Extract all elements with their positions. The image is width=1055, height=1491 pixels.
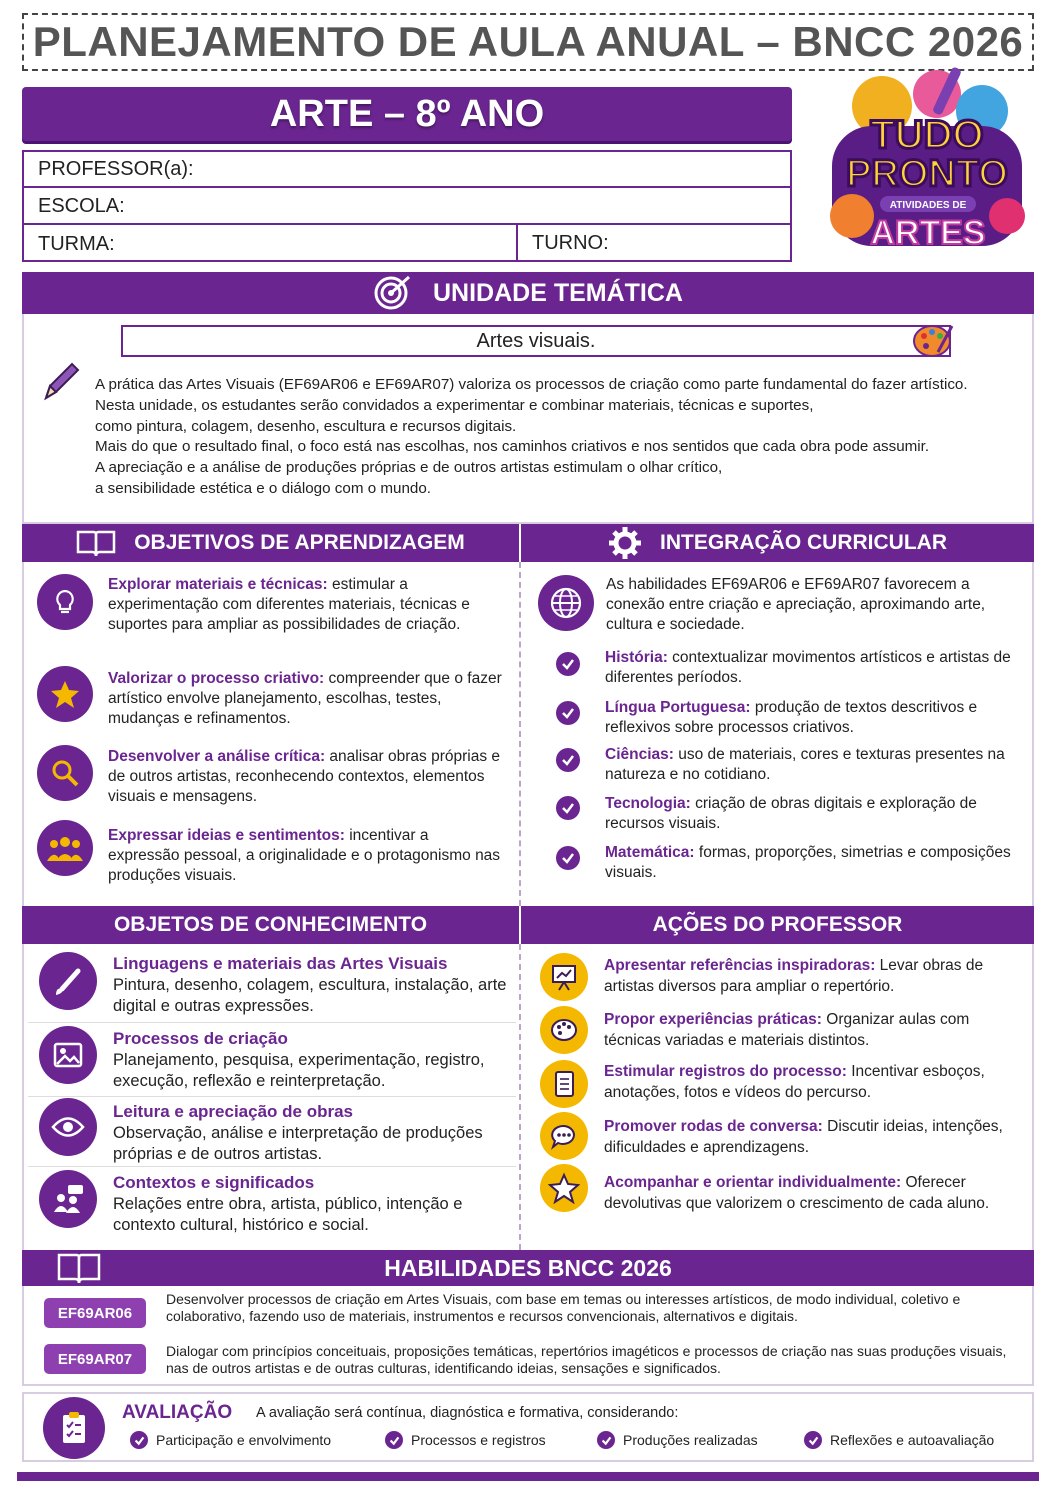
eye-icon	[39, 1098, 97, 1156]
check-icon	[556, 652, 580, 676]
logo-text-3: ATIVIDADES DE	[889, 200, 967, 211]
turma-label: TURMA:	[38, 232, 115, 255]
teacher-action-item	[604, 1116, 1024, 1158]
evaluation-item-label: Processos e registros	[411, 1432, 546, 1448]
teacher-action-item	[604, 955, 1024, 997]
check-icon	[556, 748, 580, 772]
evaluation-item-label: Reflexões e autoavaliação	[830, 1432, 995, 1448]
evaluation-title: AVALIAÇÃO	[122, 1402, 233, 1423]
teacher-action-text: Discutir ideias, intenções, dificuldades e aprendizagens.	[604, 1118, 1003, 1156]
knowledge-separator	[28, 1096, 516, 1097]
star-outline-icon	[540, 1164, 588, 1212]
skill-text: Dialogar com princípios conceituais, proposições temáticas, repertórios imagéticos e processos de criação nas suas produções visuais, nas de outros artistas e de outras culturas, identificando ideias, sensações e significados.	[166, 1343, 1007, 1377]
logo-text-1: TUDO	[870, 113, 984, 157]
integration-title: Língua Portuguesa:	[605, 699, 751, 716]
knowledge-title: Processos de criação	[113, 1029, 288, 1048]
integration-text: contextualizar movimentos artísticos e artistas de diferentes períodos.	[605, 649, 1011, 686]
unit-line: a sensibilidade estética e o diálogo com o mundo.	[95, 479, 432, 497]
professor-field[interactable]	[24, 152, 790, 188]
logo-text-2: PRONTO	[846, 153, 1008, 195]
book-icon	[76, 528, 116, 558]
objective-text: incentivar a expressão pessoal, a originalidade e o protagonismo nas produções visuais.	[108, 827, 501, 884]
picture-icon	[39, 1026, 97, 1084]
knowledge-text: Observação, análise e interpretação de produções próprias e de outros artistas.	[113, 1124, 483, 1163]
knowledge-separator	[28, 1166, 516, 1167]
unit-line: Nesta unidade, os estudantes serão convidados a experimentar e combinar materiais, técnicas e suportes,	[95, 396, 814, 414]
footer-bar	[17, 1472, 1039, 1481]
page-title: PLANEJAMENTO DE AULA ANUAL – BNCC 2026	[22, 13, 1034, 71]
objective-text: analisar obras próprias e de outros artistas, reconhecendo contextos, elementos visuais e mensagens.	[108, 748, 501, 805]
integration-item	[605, 794, 1015, 834]
integration-text: produção de textos descritivos e reflexivos sobre processos criativos.	[605, 699, 978, 736]
gear-icon	[608, 526, 642, 560]
integration-text: criação de obras digitais e exploração de recursos visuais.	[605, 795, 977, 832]
pencil-icon	[38, 358, 82, 402]
theme-box	[121, 325, 951, 357]
evaluation-item-label: Produções realizadas	[623, 1432, 758, 1448]
integration-title: Ciências:	[605, 746, 674, 763]
knowledge-text: Relações entre obra, artista, público, intenção e contexto cultural, histórico e social.	[113, 1195, 463, 1234]
teacher-action-item	[604, 1061, 1024, 1103]
evaluation-item	[130, 1431, 331, 1449]
escola-label: ESCOLA:	[38, 194, 125, 217]
open-book-icon	[56, 1250, 102, 1286]
objective-item	[108, 747, 503, 807]
teacher-action-title: Acompanhar e orientar individualmente:	[604, 1174, 902, 1191]
objective-text: compreender que o fazer artístico envolve planejamento, escolhas, testes, mudanças e refinamentos.	[108, 670, 502, 727]
conversation-icon	[39, 1170, 97, 1228]
unit-line: A prática das Artes Visuais (EF69AR06 e EF69AR07) valoriza os processos de criação como parte fundamental do fazer artístico.	[95, 376, 968, 393]
column-divider	[519, 944, 521, 1250]
unit-line: Mais do que o resultado final, o foco está nas escolhas, nos caminhos criativos e nos sentidos que cada obra pode assumir.	[95, 438, 930, 456]
integration-item	[605, 745, 1015, 785]
target-icon	[373, 275, 413, 311]
unit-description	[95, 375, 1025, 500]
unit-line: como pintura, colagem, desenho, escultura e recursos digitais.	[95, 417, 517, 435]
skill-code-badge: EF69AR07	[44, 1344, 146, 1374]
objective-title: Explorar materiais e técnicas:	[108, 576, 328, 593]
teacher-info-box	[22, 150, 792, 262]
clipboard-icon	[43, 1397, 105, 1459]
evaluation-item	[597, 1431, 758, 1449]
star-icon	[37, 666, 93, 722]
teacher-action-item	[604, 1172, 1032, 1214]
magnifier-icon	[37, 745, 93, 801]
teacher-action-title: Apresentar referências inspiradoras:	[604, 957, 876, 974]
teacher-action-title: Estimular registros do processo:	[604, 1063, 847, 1080]
integration-intro: As habilidades EF69AR06 e EF69AR07 favorecem a conexão entre criação e apreciação, aproximando arte, cultura e sociedade.	[606, 576, 986, 633]
integration-item	[605, 648, 1015, 688]
tudo-pronto-logo	[822, 66, 1032, 266]
unit-header	[22, 272, 1034, 314]
globe-icon	[538, 575, 594, 631]
objective-title: Valorizar o processo criativo:	[108, 670, 325, 687]
chat-icon	[540, 1112, 588, 1160]
integration-text: formas, proporções, simetrias e composições visuais.	[605, 844, 1011, 881]
turno-field[interactable]	[516, 224, 609, 262]
logo-text-4: ARTES	[870, 214, 986, 252]
theme-text: Artes visuais.	[476, 329, 596, 352]
teacher-action-title: Propor experiências práticas:	[604, 1011, 822, 1028]
check-icon	[597, 1431, 615, 1449]
teacher-action-text: Organizar aulas com técnicas variadas e materiais distintos.	[604, 1011, 970, 1049]
turno-label: TURNO:	[532, 231, 609, 254]
objective-text: estimular a experimentação com diferentes materiais, técnicas e suportes para ampliar as possibilidades de criação.	[108, 576, 470, 633]
turma-field[interactable]	[24, 226, 790, 262]
evaluation-item	[804, 1431, 994, 1449]
presentation-icon	[540, 953, 588, 1001]
integration-header	[521, 524, 1034, 562]
subject-banner: ARTE – 8º ANO	[22, 87, 792, 141]
knowledge-title: Leitura e apreciação de obras	[113, 1102, 353, 1121]
lightbulb-icon	[37, 574, 93, 630]
integration-text: uso de materiais, cores e texturas presentes na natureza e no cotidiano.	[605, 746, 1005, 783]
evaluation-text: A avaliação será contínua, diagnóstica e formativa, considerando:	[256, 1405, 679, 1421]
knowledge-text: Planejamento, pesquisa, experimentação, registro, execução, reflexão e reinterpretação.	[113, 1051, 485, 1090]
teacher-action-text: Oferecer devolutivas que valorizem o crescimento de cada aluno.	[604, 1174, 990, 1212]
integration-title: História:	[605, 649, 668, 666]
integration-title: Matemática:	[605, 844, 695, 861]
knowledge-separator	[28, 1022, 516, 1023]
evaluation-item-label: Participação e envolvimento	[156, 1432, 332, 1448]
knowledge-header	[22, 906, 519, 944]
teacher-action-text: Levar obras de artistas diversos para ampliar o repertório.	[604, 957, 984, 995]
check-icon	[556, 796, 580, 820]
objective-item	[108, 669, 503, 729]
teacher-action-text: Incentivar esboços, anotações, fotos e vídeos do percurso.	[604, 1063, 985, 1101]
knowledge-title: Linguagens e materiais das Artes Visuais	[113, 954, 448, 973]
professor-label: PROFESSOR(a):	[38, 157, 194, 180]
skills-header-label: HABILIDADES BNCC 2026	[384, 1254, 672, 1281]
objectives-header-label: OBJETIVOS DE APRENDIZAGEM	[134, 531, 465, 554]
check-icon	[385, 1431, 403, 1449]
objective-title: Expressar ideias e sentimentos:	[108, 827, 345, 844]
integration-header-label: INTEGRAÇÃO CURRICULAR	[660, 531, 947, 554]
objective-item	[108, 826, 503, 886]
knowledge-header-label: OBJETOS DE CONHECIMENTO	[113, 913, 428, 936]
check-icon	[804, 1431, 822, 1449]
teacher-actions-header-label: AÇÕES DO PROFESSOR	[652, 913, 903, 936]
check-icon	[556, 701, 580, 725]
palette-icon	[540, 1006, 588, 1054]
column-divider	[519, 562, 521, 906]
unit-header-label: UNIDADE TEMÁTICA	[433, 278, 683, 307]
palette-icon	[912, 322, 954, 358]
objectives-header	[22, 524, 519, 562]
check-icon	[130, 1431, 148, 1449]
check-icon	[556, 846, 580, 870]
knowledge-title: Contextos e significados	[113, 1173, 315, 1192]
teacher-actions-header	[521, 906, 1034, 944]
objective-title: Desenvolver a análise crítica:	[108, 748, 326, 765]
skill-code-badge: EF69AR06	[44, 1298, 146, 1328]
notebook-icon	[540, 1060, 588, 1108]
skills-header	[22, 1250, 1034, 1286]
integration-item	[605, 698, 1015, 738]
objective-item	[108, 575, 503, 635]
teacher-action-item	[604, 1009, 1024, 1051]
brush-icon	[39, 952, 97, 1010]
skill-text: Desenvolver processos de criação em Artes Visuais, com base em temas ou interesses artísticos, de modo individual, coletivo e colaborativo, fazendo uso de materiais, instrumentos e recursos convencionais, alternativos e digitais.	[166, 1291, 961, 1325]
group-icon	[37, 820, 93, 876]
unit-line: A apreciação e a análise de produções próprias e de outros artistas estimulam o olhar crítico,	[95, 459, 723, 477]
integration-item	[605, 843, 1015, 883]
escola-field[interactable]	[24, 189, 790, 225]
teacher-action-title: Promover rodas de conversa:	[604, 1118, 823, 1135]
knowledge-text: Pintura, desenho, colagem, escultura, instalação, arte digital e outras expressões.	[113, 976, 507, 1015]
integration-title: Tecnologia:	[605, 795, 691, 812]
evaluation-item	[385, 1431, 546, 1449]
